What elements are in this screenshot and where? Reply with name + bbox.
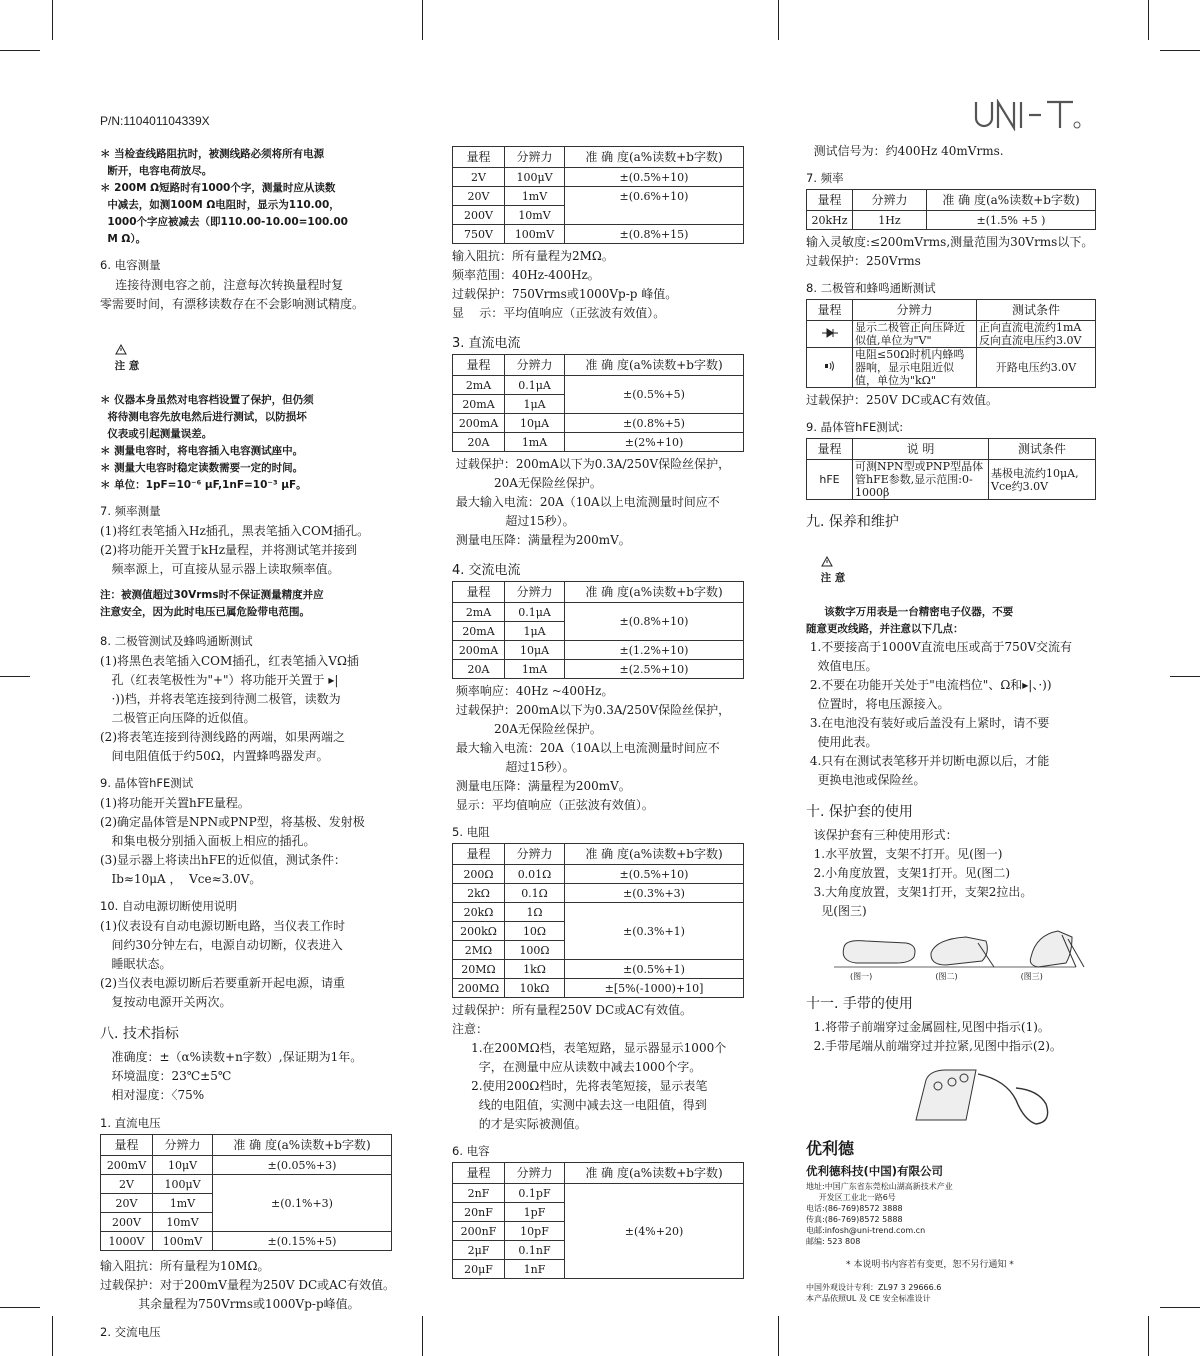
table-header: 准 确 度(a%读数+b字数) — [565, 147, 744, 168]
capacitance-notes: ＊ 仪器本身虽然对电容档设置了保护，但仍须 将待测电容先放电然后进行测试，以防损坏 仪表或引起测量误差。 ＊ 测量电容时，将电容插入电容测试座中。 ＊ 测量大电容时稳定读数需要一定的时间。 ＊ 单位：1pF=10⁻⁶ μF,1nF=10⁻³ μF。 — [100, 394, 314, 491]
section-frequency-body: (1)将红表笔插入Hz插孔，黑表笔插入COM插孔。 (2)将功能开关置于kHz量程，并将测试笔并接到 频率源上，可直接从显示器上读取频率值。 — [100, 524, 370, 576]
caution-label: 注 意 — [820, 572, 846, 584]
table-row — [453, 884, 744, 903]
table-cell: 2nF — [453, 1184, 505, 1203]
figure-caption: (图三) — [1020, 972, 1043, 981]
table-cell: 10pF — [505, 1222, 565, 1241]
table-cell: 2MΩ — [453, 941, 505, 960]
column-right — [806, 142, 1106, 1304]
table-cell: ±(0.5%+5) — [565, 376, 744, 414]
section-auto-off-body: (1)仪表设有自动电源切断电路，当仪表工作时 间约30分钟左右，电源自动切断，仪表进入 睡眠状态。 (2)当仪表电源切断后若要重新开起电源，请重 复按动电源开关两次。 — [100, 919, 345, 1009]
table-header: 量程 — [807, 190, 853, 211]
holster-figures — [826, 927, 1086, 971]
table-cell: ±(0.3%+3) — [565, 884, 744, 903]
table-row — [807, 211, 1096, 230]
table-row — [453, 433, 744, 452]
section-hfe-title: 9. 晶体管hFE测试 — [100, 776, 194, 790]
table-header: 量程 — [453, 147, 505, 168]
table-cell: 0.1pF — [505, 1184, 565, 1203]
table-header: 量程 — [101, 1135, 153, 1156]
crop-mark — [0, 50, 40, 51]
table-header: 准 确 度(a%读数+b字数) — [565, 1163, 744, 1184]
table-row — [453, 1184, 744, 1203]
dc-current-notes: 过载保护：200mA以下为0.3A/250V保险丝保护， 20A无保险丝保护。 最大输入电流：20A（10A以上电流测量时间应不 超过15秒）。 测量电压降：满量程为200mV。 — [455, 457, 731, 547]
company-address: 地址:中国广东省东莞松山湖高新技术产业 开发区工业北一路6号 电话:(86-769)8572 3888 传真:(86-769)8572 5888 电邮:infosh@uni-trend.com.cn 邮编: 523 808 — [806, 1182, 953, 1246]
table-header: 量程 — [807, 439, 853, 460]
frequency-title: 7. 频率 — [806, 171, 844, 185]
table-header: 量程 — [453, 582, 505, 603]
caution-heading — [100, 324, 395, 392]
table-cell: 1μA — [505, 622, 565, 641]
table-row — [453, 641, 744, 660]
buzzer-icon — [823, 360, 837, 372]
crop-mark — [422, 1316, 423, 1356]
table-cell — [807, 348, 853, 388]
diode-table — [806, 299, 1096, 388]
table-cell: 20A — [453, 660, 505, 679]
table-cell: ±(2.5%+10) — [565, 660, 744, 679]
table-cell: 750V — [453, 225, 505, 244]
resistance-table — [452, 843, 744, 998]
table-row — [453, 960, 744, 979]
table-cell: 1mA — [505, 660, 565, 679]
table-cell: 10Ω — [505, 922, 565, 941]
table-cell: 20V — [453, 187, 505, 206]
table-cell: 正向直流电流约1mA 反向直流电压约3.0V — [977, 321, 1096, 348]
crop-mark — [52, 0, 53, 40]
maintenance-list: 1.不要接高于1000V直流电压或高于750V交流有 效值电压。 2.不要在功能开关处于"电流档位"、Ω和▸|、·)) 位置时，将电压源接入。 3.在电池没有装好或后盖没有上紧时，请不要 使用此表。 4.只有在测试表笔移开并切断电源以后，才能 更换电池或保险丝。 — [809, 640, 1073, 787]
table-cell: 20kHz — [807, 211, 853, 230]
crop-mark — [1148, 0, 1149, 40]
table-cell: ±[5%(-1000)+10] — [565, 979, 744, 998]
holster-title: 十. 保护套的使用 — [806, 804, 913, 820]
crop-mark — [778, 0, 779, 40]
ac-current-table — [452, 581, 744, 679]
table-cell: 2kΩ — [453, 884, 505, 903]
table-header: 分辨力 — [505, 582, 565, 603]
table-cell: ±(0.8%+5) — [565, 414, 744, 433]
table-cell: 200mA — [453, 641, 505, 660]
dc-voltage-notes: 输入阻抗：所有量程为10MΩ。 过载保护：对于200mV量程为250V DC或AC有效值。 其余量程为750Vrms或1000Vp-p峰值。 — [100, 1259, 395, 1311]
table-cell: 1mA — [505, 433, 565, 452]
table-row — [453, 979, 744, 998]
figure-caption: (图二) — [935, 972, 958, 981]
figure-captions — [850, 971, 1106, 982]
ac-voltage-notes: 输入阻抗：所有量程为2MΩ。 频率范围：40Hz-400Hz。 过载保护：750Vrms或1000Vp-p 峰值。 显 示：平均值响应（正弦波有效值）。 — [452, 249, 678, 320]
table-cell: 2μF — [453, 1241, 505, 1260]
table-cell: 20mA — [453, 622, 505, 641]
section-diode-body: (1)将黑色表笔插入COM插孔，红表笔插入VΩ插 孔（红表笔极性为"+"）将功能开关置于 ▸| ·))档，并将表笔连接到待测二极管，读数为 二极管正向压降的近似值。 (2)将表笔连接到待测线路的两端，如果两端之 间电阻值低于约50Ω，内置蜂鸣器发声。 — [100, 654, 359, 763]
dc-voltage-table — [100, 1134, 392, 1251]
capacitance-table — [452, 1162, 744, 1279]
ac-voltage-title: 2. 交流电压 — [100, 1325, 161, 1339]
table-cell: ±(0.3%+1) — [565, 903, 744, 960]
table-cell: 200nF — [453, 1222, 505, 1241]
crop-mark — [1160, 50, 1200, 51]
table-cell: 100μV — [505, 168, 565, 187]
table-cell: 20MΩ — [453, 960, 505, 979]
table-cell: 0.1nF — [505, 1241, 565, 1260]
crop-mark — [778, 1316, 779, 1356]
table-header: 说 明 — [853, 439, 989, 460]
table-cell: 2mA — [453, 376, 505, 395]
section-capacitance-body: 连接待测电容之前，注意每次转换量程时复 零需要时间，有漂移读数存在不会影响测试精度。 — [100, 278, 365, 311]
strap-title: 十一. 手带的使用 — [806, 996, 913, 1012]
table-cell: 1mV — [153, 1194, 213, 1213]
column-middle — [452, 146, 752, 1282]
table-cell: 基极电流约10μA, Vce约3.0V — [989, 460, 1096, 500]
strap-figure — [906, 1060, 1066, 1132]
ac-current-notes: 频率响应：40Hz ~400Hz。 过载保护：200mA以下为0.3A/250V保险丝保护， 20A无保险丝保护。 最大输入电流：20A（10A以上电流测量时间应不 超过15秒）。 测量电压降：满量程为200mV。 显示：平均值响应（正弦波有效值）。 — [455, 684, 731, 812]
table-cell: 0.1μA — [505, 603, 565, 622]
table-cell: ±(0.8%+10) — [565, 603, 744, 641]
table-cell: 1000V — [101, 1232, 153, 1251]
table-cell: 电阻≤50Ω时机内蜂鸣器响，显示电阻近似值，单位为"kΩ" — [853, 348, 977, 388]
maintenance-title: 九. 保养和维护 — [806, 514, 899, 530]
table-cell: 0.01Ω — [505, 865, 565, 884]
crop-mark — [1148, 1316, 1149, 1356]
holster-body: 该保护套有三种使用形式： 1.水平放置，支架不打开。见(图一) 2.小角度放置，支架1打开。见(图二) 3.大角度放置，支架1打开，支架2拉出。 见(图三) — [813, 828, 1033, 918]
table-cell: 200V — [101, 1213, 153, 1232]
section-specs-body: 准确度：±（α%读数+n字数）,保证期为1年。 环境温度：23℃±5℃ 相对湿度：〈75% — [111, 1050, 363, 1102]
table-header: 量程 — [807, 300, 853, 321]
table-header: 准 确 度(a%读数+b字数) — [213, 1135, 392, 1156]
table-cell: 10μA — [505, 641, 565, 660]
resistance-notes: ＊ 当检查线路阻抗时，被测线路必须将所有电源 断开，电容电荷放尽。 ＊ 200M Ω短路时有1000个字，测量时应从读数 中减去，如测100M Ω电阻时，显示为110.00， 1000个字应被减去（即110.00-10.00=100.00 M Ω）。 — [100, 148, 348, 245]
table-header: 准 确 度(a%读数+b字数) — [565, 844, 744, 865]
warning-icon — [821, 556, 833, 567]
table-cell: 20nF — [453, 1203, 505, 1222]
ac-current-title: 4. 交流电流 — [452, 563, 521, 578]
dc-current-table — [452, 354, 744, 452]
table-cell: 2V — [101, 1175, 153, 1194]
table-cell: 100Ω — [505, 941, 565, 960]
table-cell: ±(0.15%+5) — [213, 1232, 392, 1251]
uni-t-logo — [973, 99, 1105, 131]
table-header: 量程 — [453, 1163, 505, 1184]
table-row — [101, 1175, 392, 1194]
column-left — [100, 146, 395, 1343]
table-row — [453, 225, 744, 244]
table-cell: 1pF — [505, 1203, 565, 1222]
table-header: 量程 — [453, 355, 505, 376]
company-logo: 优利德 — [806, 1139, 855, 1158]
table-cell: ±(0.5%+10) — [565, 168, 744, 187]
table-cell: 20kΩ — [453, 903, 505, 922]
table-cell: 1Ω — [505, 903, 565, 922]
part-number: P/N:110401104339X — [100, 114, 210, 128]
table-header: 分辨力 — [505, 1163, 565, 1184]
table-row — [453, 414, 744, 433]
section-frequency-title: 7. 频率测量 — [100, 504, 161, 518]
frequency-notes: 输入灵敏度:≤200mVrms,测量范围为30Vrms以下。 过载保护：250Vrms — [806, 235, 1094, 268]
caution-label: 注 意 — [114, 360, 140, 372]
table-cell: ±(4%+20) — [565, 1184, 744, 1279]
table-cell: 20A — [453, 433, 505, 452]
table-header: 分辨力 — [853, 300, 977, 321]
table-cell: 100μV — [153, 1175, 213, 1194]
table-cell — [807, 321, 853, 348]
section-hfe-body: (1)将功能开关置hFE量程。 (2)确定晶体管是NPN或PNP型，将基极、发射极 和集电极分别插入面板上相应的插孔。 (3)显示器上将读出hFE的近似值，测试条件： Ib≈10μA ， Vce≈3.0V。 — [100, 796, 365, 886]
table-row — [101, 1156, 392, 1175]
table-header: 量程 — [453, 844, 505, 865]
diode-title: 8. 二极管和蜂鸣通断测试 — [806, 281, 936, 295]
table-cell: 100mV — [153, 1232, 213, 1251]
crop-mark — [52, 1316, 53, 1356]
table-cell: 0.1Ω — [505, 884, 565, 903]
table-cell: 显示二极管正向压降近似值,单位为"V" — [853, 321, 977, 348]
diode-notes: 过载保护：250V DC或AC有效值。 — [806, 393, 999, 407]
table-cell: ±(1.2%+10) — [565, 641, 744, 660]
dc-current-title: 3. 直流电流 — [452, 336, 521, 351]
warning-icon — [115, 344, 127, 355]
table-row — [453, 865, 744, 884]
resistance-notes: 过载保护：所有量程250V DC或AC有效值。 注意： 1.在200MΩ档，表笔短路，显示器显示1000个 字，在测量中应从读数中减去1000个字。 2.使用200Ω档时，先将表笔短接，显示表笔 线的电阻值，实测中减去这一电阻值，得到 的才是实际被测值。 — [452, 1003, 727, 1131]
table-header: 测试条件 — [977, 300, 1096, 321]
maintenance-caution: 该数字万用表是一台精密电子仪器，不要 随意更改线路，并注意以下几点： — [806, 606, 1014, 635]
table-header: 分辨力 — [505, 844, 565, 865]
figure-caption: (图一) — [850, 972, 873, 981]
table-header: 分辨力 — [505, 147, 565, 168]
table-row — [453, 168, 744, 187]
table-row — [453, 187, 744, 206]
table-cell: ±(2%+10) — [565, 433, 744, 452]
table-row — [453, 660, 744, 679]
table-row — [453, 603, 744, 622]
table-cell: 100mV — [505, 225, 565, 244]
strap-body: 1.将带子前端穿过金属圆柱,见图中指示(1)。 2.手带尾端从前端穿过并拉紧,见图中指示(2)。 — [813, 1020, 1062, 1053]
table-cell: 0.1μA — [505, 376, 565, 395]
table-header: 分辨力 — [505, 355, 565, 376]
change-notice: * 本说明书内容若有变更，恕不另行通知 * — [846, 1260, 1014, 1270]
table-cell: 200kΩ — [453, 922, 505, 941]
test-signal: 测试信号为：约400Hz 40mVrms. — [806, 144, 1004, 158]
table-cell: 10mV — [153, 1213, 213, 1232]
table-cell: 200Ω — [453, 865, 505, 884]
table-header: 准 确 度(a%读数+b字数) — [565, 355, 744, 376]
table-cell: 200mA — [453, 414, 505, 433]
diode-icon — [822, 328, 838, 338]
table-header: 分辨力 — [853, 190, 927, 211]
table-row — [453, 903, 744, 922]
table-cell: 2mA — [453, 603, 505, 622]
crop-mark — [1170, 676, 1200, 677]
table-header: 准 确 度(a%读数+b字数) — [565, 582, 744, 603]
table-row — [807, 460, 1096, 500]
dc-voltage-title: 1. 直流电压 — [100, 1116, 161, 1130]
section-diode-title: 8. 二极管测试及蜂鸣通断测试 — [100, 634, 253, 648]
table-cell: 20mA — [453, 395, 505, 414]
section-auto-off-title: 10. 自动电源切断使用说明 — [100, 899, 237, 913]
table-cell: 1μA — [505, 395, 565, 414]
table-cell: 1nF — [505, 1260, 565, 1279]
table-cell: ±(0.8%+15) — [565, 225, 744, 244]
table-cell: ±(0.5%+10) — [565, 865, 744, 884]
capacitance-title: 6. 电容 — [452, 1144, 490, 1158]
table-cell: 10μV — [153, 1156, 213, 1175]
company-name: 优利德科技(中国)有限公司 — [806, 1164, 944, 1178]
table-row — [807, 321, 1096, 348]
table-cell: ±(0.1%+3) — [213, 1175, 392, 1232]
table-cell: 200MΩ — [453, 979, 505, 998]
table-cell: 200mV — [101, 1156, 153, 1175]
table-cell: ±(1.5% +5 ) — [927, 211, 1096, 230]
table-cell: hFE — [807, 460, 853, 500]
table-cell: 开路电压约3.0V — [977, 348, 1096, 388]
table-cell: 10μA — [505, 414, 565, 433]
table-header: 分辨力 — [153, 1135, 213, 1156]
table-cell: 200V — [453, 206, 505, 225]
frequency-note: 注：被测值超过30Vrms时不保证测量精度并应 注意安全，因为此时电压已属危险带电范围。 — [100, 589, 324, 618]
table-cell: 1mV — [505, 187, 565, 206]
maintenance-caution-heading — [806, 536, 1106, 604]
section-capacitance-title: 6. 电容测量 — [100, 258, 161, 272]
hfe-title: 9. 晶体管hFE测试: — [806, 420, 904, 434]
table-cell: ±(0.5%+1) — [565, 960, 744, 979]
table-cell: 20V — [101, 1194, 153, 1213]
hfe-table — [806, 438, 1096, 500]
ac-voltage-table — [452, 146, 744, 244]
crop-mark — [1160, 1307, 1200, 1308]
resistance-title: 5. 电阻 — [452, 825, 490, 839]
table-cell: 10mV — [505, 206, 565, 225]
crop-mark — [0, 1307, 40, 1308]
table-row — [453, 376, 744, 395]
table-cell: 1kΩ — [505, 960, 565, 979]
section-specs-title: 八. 技术指标 — [100, 1026, 179, 1042]
table-row — [807, 348, 1096, 388]
table-cell: 10kΩ — [505, 979, 565, 998]
table-cell: 20μF — [453, 1260, 505, 1279]
crop-mark — [422, 0, 423, 40]
table-cell: ±(0.05%+3) — [213, 1156, 392, 1175]
table-cell: ±(0.6%+10) — [565, 187, 744, 225]
table-header: 测试条件 — [989, 439, 1096, 460]
table-row — [101, 1232, 392, 1251]
table-header: 准 确 度(a%读数+b字数) — [927, 190, 1096, 211]
table-cell: 可测NPN型或PNP型晶体管hFE参数,显示范围:0-1000β — [853, 460, 989, 500]
patent-info: 中国外观设计专利：ZL97 3 29666.6 本产品依照UL 及 CE 安全标准设计 — [806, 1283, 942, 1303]
crop-mark — [0, 676, 30, 677]
table-cell: 1Hz — [853, 211, 927, 230]
table-cell: 2V — [453, 168, 505, 187]
frequency-table — [806, 189, 1096, 230]
